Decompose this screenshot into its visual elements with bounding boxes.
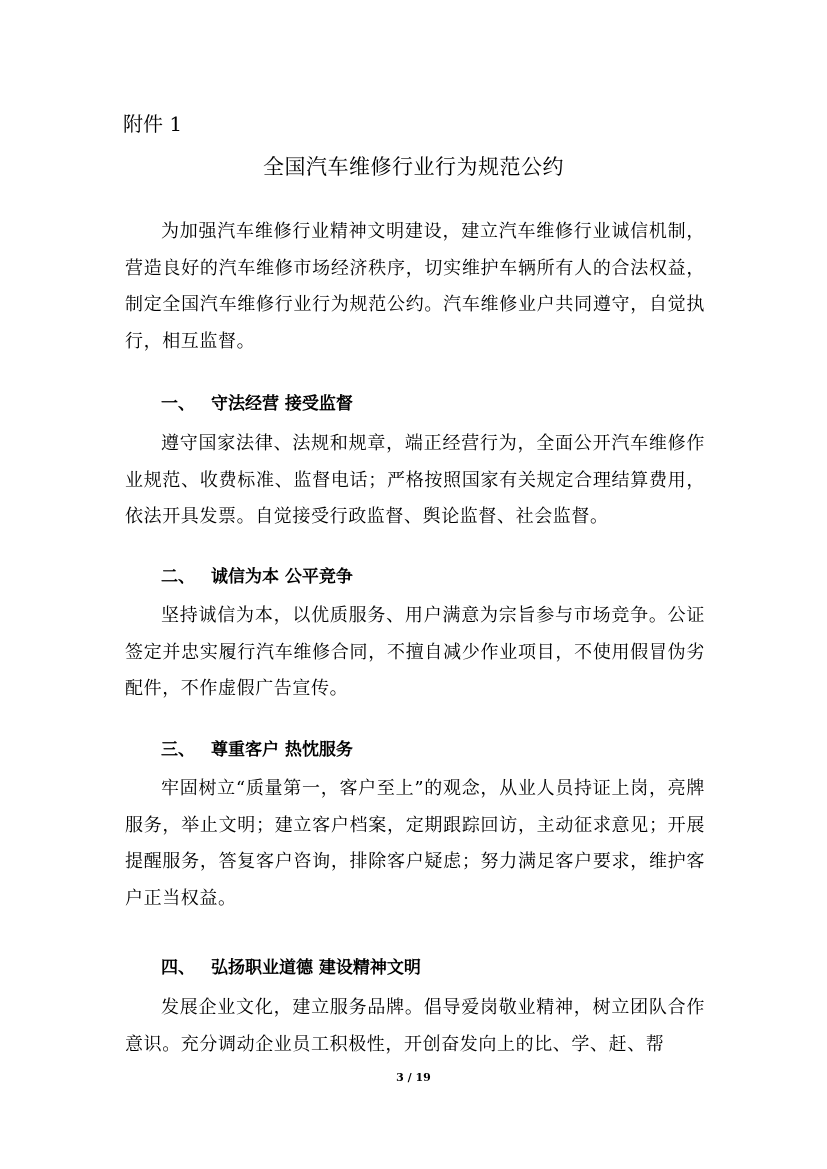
section-body-4: 发展企业文化，建立服务品牌。倡导爱岗敬业精神，树立团队合作意识。充分调动企业员工积极性，开创奋发向上的比、学、赶、帮 bbox=[125, 997, 705, 1055]
section-heading-4 bbox=[161, 953, 421, 983]
section-heading-2 bbox=[161, 562, 353, 592]
page-number: 3 / 19 bbox=[396, 1071, 431, 1084]
section-body-2: 坚持诚信为本，以优质服务、用户满意为宗旨参与市场竞争。公证签定并忠实履行汽车维修合同，不擅自减少作业项目，不使用假冒伪劣配件，不作虚假广告宣传。 bbox=[125, 605, 705, 699]
section-number: 四、 bbox=[161, 958, 195, 978]
section-heading-text: 守法经营 接受监督 bbox=[211, 394, 353, 414]
section-number: 一、 bbox=[161, 394, 195, 414]
section-body-3: 牢固树立“质量第一，客户至上”的观念，从业人员持证上岗，亮牌服务，举止文明；建立客户档案，定期跟踪回访，主动征求意见；开展提醒服务，答复客户咨询，排除客户疑虑；努力满足客户要求，维护客户正当权益。 bbox=[125, 778, 705, 909]
section-heading-3 bbox=[161, 735, 353, 765]
intro-paragraph: 为加强汽车维修行业精神文明建设，建立汽车维修行业诚信机制，营造良好的汽车维修市场经济秩序，切实维护车辆所有人的合法权益，制定全国汽车维修行业行为规范公约。汽车维修业户共同遵守，自觉执行，相互监督。 bbox=[125, 221, 705, 352]
section-body-1: 遵守国家法律、法规和规章，端正经营行为，全面公开汽车维修作业规范、收费标准、监督电话；严格按照国家有关规定合理结算费用，依法开具发票。自觉接受行政监督、舆论监督、社会监督。 bbox=[125, 433, 705, 527]
section-heading-text: 诚信为本 公平竞争 bbox=[211, 567, 353, 587]
section-heading-1 bbox=[161, 389, 353, 419]
section-heading-text: 尊重客户 热忱服务 bbox=[211, 740, 353, 760]
section-heading-text: 弘扬职业道德 建设精神文明 bbox=[211, 958, 421, 978]
attachment-label: 附件 1 bbox=[123, 112, 183, 136]
section-number: 二、 bbox=[161, 567, 195, 587]
section-number: 三、 bbox=[161, 740, 195, 760]
document-title: 全国汽车维修行业行为规范公约 bbox=[263, 155, 564, 179]
